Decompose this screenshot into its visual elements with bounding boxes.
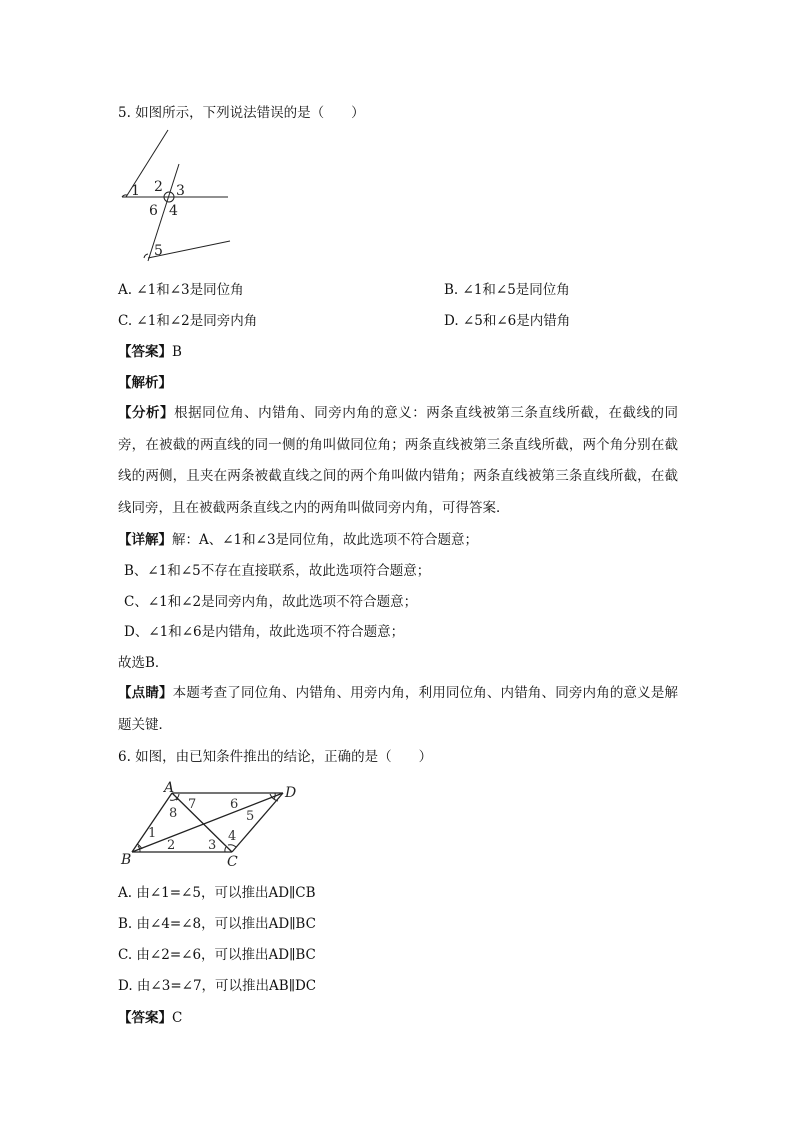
q6-answer [118, 1008, 182, 1028]
q6-stem: 6. 如图，由已知条件推出的结论，正确的是（ ） [118, 749, 433, 765]
q6-option-a: A. 由∠1=∠5，可以推出AD∥CB [118, 885, 316, 901]
q5-detail-line-1 [118, 530, 478, 550]
answer-label: 【答案】 [118, 344, 172, 360]
q5-option-c: C. ∠1和∠2是同旁内角 [118, 313, 258, 329]
q6-angle-2: 2 [167, 838, 176, 853]
q5-stem: 5. 如图所示，下列说法错误的是（ ） [118, 105, 365, 121]
q6-answer-value: C [172, 1010, 183, 1026]
q6-point-b: B [121, 852, 132, 868]
q6-point-a: A [164, 780, 175, 796]
q6-angle-6: 6 [230, 797, 239, 812]
q5-detail-line-4: D、∠1和∠6是内错角，故此选项不符合题意； [124, 624, 405, 640]
q5-label-2: 2 [154, 179, 163, 195]
q5-figure [112, 128, 240, 264]
q5-detail-line-2: B、∠1和∠5不存在直接联系，故此选项符合题意； [124, 563, 431, 579]
q6-answer-label: 【答案】 [118, 1010, 172, 1026]
q5-label-6: 6 [149, 203, 158, 219]
q6-angle-3: 3 [208, 838, 217, 853]
q6-point-c: C [227, 854, 238, 870]
comment-label: 【点睛】 [118, 685, 173, 701]
detail-label: 【详解】 [118, 532, 172, 548]
q5-label-3: 3 [176, 183, 185, 199]
q5-label-5: 5 [154, 243, 163, 259]
q5-conclusion: 故选B． [118, 655, 169, 671]
q5-option-d: D. ∠5和∠6是内错角 [444, 313, 571, 329]
fenxi-text: 根据同位角、内错角、同旁内角的意义：两条直线被第三条直线所截，在截线的同旁，在被截的两直线的同一侧的角叫做同位角；两条直线被第三条直线所截，两个角分别在截线的两侧，且夹在两条被截直线之间的两个角叫做内错角；两条直线被第三条直线所截，在截线同旁，且在被截两条直线之内的两角叫做同旁内角，可得答案． [118, 405, 679, 516]
q6-angle-8: 8 [169, 806, 178, 821]
q6-figure [112, 780, 298, 870]
fenxi-label: 【分析】 [118, 405, 175, 421]
q6-angle-1: 1 [148, 826, 157, 841]
q6-angle-4: 4 [228, 829, 237, 844]
q6-option-c: C. 由∠2=∠6，可以推出AD∥BC [118, 947, 316, 963]
q5-comment [118, 678, 678, 741]
detail-text-1: 解：A、∠1和∠3是同位角，故此选项不符合题意； [172, 532, 479, 548]
q5-label-4: 4 [169, 203, 178, 219]
q5-label-1: 1 [131, 183, 140, 199]
analysis-label: 【解析】 [118, 375, 172, 391]
q6-option-b: B. 由∠4=∠8，可以推出AD∥BC [118, 916, 316, 932]
q6-angle-5: 5 [246, 809, 255, 824]
answer-value: B [172, 344, 182, 360]
q5-option-b: B. ∠1和∠5是同位角 [444, 282, 570, 298]
q6-option-d: D. 由∠3=∠7，可以推出AB∥DC [118, 978, 317, 994]
q5-fenxi [118, 398, 678, 524]
q5-answer [118, 342, 182, 362]
comment-text: 本题考查了同位角、内错角、用旁内角，利用同位角、内错角、同旁内角的意义是解题关键． [118, 685, 679, 733]
q5-detail-line-3: C、∠1和∠2是同旁内角，故此选项不符合题意； [124, 594, 418, 610]
q6-angle-7: 7 [188, 797, 197, 812]
q5-option-a: A. ∠1和∠3是同位角 [118, 282, 244, 298]
q6-point-d: D [285, 785, 297, 801]
